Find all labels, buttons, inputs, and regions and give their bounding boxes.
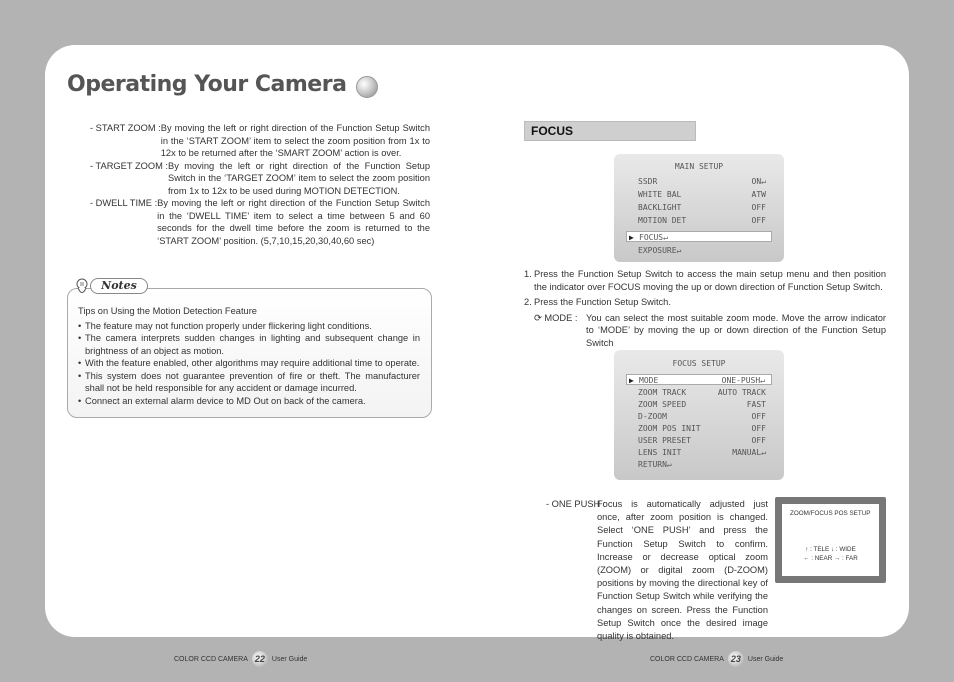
menu-row-return: RETURN↵ (638, 460, 672, 469)
list-item: • With the feature enabled, other algorithms may require additional time to operate. (78, 358, 420, 368)
zoom-focus-screen (775, 497, 886, 583)
menu-row-motion-det: MOTION DET OFF (638, 216, 766, 225)
page-number: 22 (252, 651, 268, 667)
menu-row-mode: ▶ MODE ONE-PUSH↵ (626, 374, 772, 385)
menu-row-backlight: BACKLIGHT OFF (638, 203, 766, 212)
menu-row-zoom-pos-init: ZOOM POS INIT OFF (638, 424, 766, 433)
footer-right: COLOR CCD CAMERA 23 User Guide (650, 651, 783, 667)
menu-row-zoom-track: ZOOM TRACK AUTO TRACK (638, 388, 766, 397)
notes-heading: Tips on Using the Motion Detection Feature (78, 306, 257, 316)
list-item: • This system does not guarantee prevention of fire or theft. The manufacturer shall not be held responsible for any accident or damage incurred. (78, 370, 420, 393)
section-title-focus: FOCUS (524, 121, 696, 141)
selection-arrow-icon: ▶ (629, 376, 634, 385)
main-setup-menu (614, 154, 784, 262)
menu-title: FOCUS SETUP (672, 359, 726, 368)
zoom-screen-line: ← : NEAR → : FAR (803, 555, 858, 562)
menu-row-white-bal: WHITE BAL ATW (638, 190, 766, 199)
menu-title: MAIN SETUP (674, 162, 724, 171)
title-ball-icon (356, 76, 378, 98)
list-item: • Connect an external alarm device to MD Out on back of the camera. (78, 395, 366, 406)
page-title: Operating Your Camera (67, 72, 347, 97)
step-item: 1. Press the Function Setup Switch to access the main setup menu and then position the indicator over FOCUS moving the up or down direction of Function Setup Switch. (524, 269, 886, 292)
menu-row-ssdr: SSDR ON↵ (638, 177, 766, 186)
list-item: • The camera interprets sudden changes in lighting and subsequent change in brightness of an object as motion. (78, 333, 420, 356)
focus-steps (524, 268, 886, 349)
footer-left: COLOR CCD CAMERA 22 User Guide (174, 651, 307, 667)
menu-row-focus: ▶ FOCUS↵ (626, 231, 772, 242)
step-item: 2. Press the Function Setup Switch. (524, 297, 671, 307)
notes-content (78, 305, 420, 407)
page-number: 23 (728, 651, 744, 667)
focus-setup-menu (614, 350, 784, 480)
list-item: • The feature may not function properly under flickering light conditions. (78, 320, 372, 331)
list-item-target-zoom: - TARGET ZOOM : By moving the left or right direction of the Function Setup Switch in the ‘TARGET ZOOM’ item to select the zoom position from 1x to 12x to be used during MOTION DETECTION. (90, 160, 430, 196)
zoom-settings-list (90, 122, 430, 247)
menu-row-zoom-speed: ZOOM SPEED FAST (638, 400, 766, 409)
menu-row-user-preset: USER PRESET OFF (638, 436, 766, 445)
zoom-screen-title: ZOOM/FOCUS POS SETUP (790, 510, 871, 517)
notes-tab: Notes (90, 278, 148, 294)
selection-arrow-icon: ▶ (629, 233, 634, 242)
circle-arrow-icon: ⟳ (534, 312, 542, 323)
one-push-description: - ONE PUSH : Focus is automatically adjusted just once, after zoom position is changed. Select ‘ONE PUSH’ and press the Function Setup Switch to confirm. Increase or decrease optical zoom (ZOOM) or digital zoom (D-ZOOM) positions by moving the directional key of Function Setup Switch while verifying the changes on screen. Press the Function Setup Switch once the desired image quality is obtained. (546, 499, 768, 642)
list-item-start-zoom: - START ZOOM : By moving the left or right direction of the Function Setup Switch in the ‘START ZOOM’ item to select the zoom position from 1x to 12x to be returned after the ‘SMART ZOOM’ action is over. (90, 123, 430, 158)
list-item-dwell-time: - DWELL TIME : By moving the left or right direction of the Function Setup Switch in the ‘DWELL TIME’ item to select a time between 5 and 60 seconds for the dwell time before the zoom is returned to the ‘START ZOOM’ position. (5,7,10,15,20,30,40,60 sec) (90, 198, 430, 246)
menu-row-d-zoom: D-ZOOM OFF (638, 412, 766, 421)
menu-row-exposure: EXPOSURE↵ (638, 246, 682, 255)
note-hand-icon (73, 277, 91, 299)
zoom-screen-line: ↑ : TELE ↓ : WIDE (805, 546, 856, 553)
mode-description: ⟳ MODE : You can select the most suitable zoom mode. Move the arrow indicator to ‘MODE’ by moving the up or down direction of the Function Setup Switch (534, 312, 886, 348)
menu-row-lens-init: LENS INIT MANUAL↵ (638, 448, 766, 457)
